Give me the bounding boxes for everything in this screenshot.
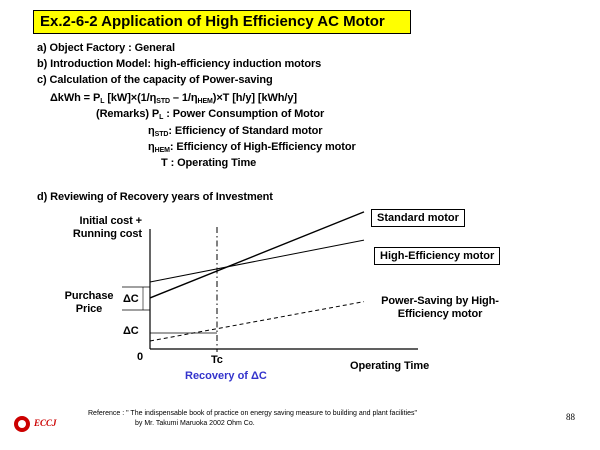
standard-motor-label: Standard motor [371,209,465,227]
power-saving-line [150,302,364,341]
high-efficiency-motor-label: High-Efficiency motor [374,247,500,265]
formula: $\Delta kWh = P_L$ $[kW]\times(1/\eta_{STD} - 1/\eta_{HEM})\times T$ [h/y] [kWh/y] [50,92,297,105]
standard-motor-line [150,212,364,298]
page-number: 88 [566,412,575,422]
item-a: a) Object Factory : General [37,42,175,54]
eccj-logo-icon [14,416,30,432]
remark-hem: $\eta_{HEM}$: Efficiency of High-Efficiency motor [148,141,356,154]
item-d: d) Reviewing of Recovery years of Investment [37,191,273,203]
reference-line1: Reference : " The indispensable book of practice on energy saving measure to building and plant facilities" [88,410,417,417]
y-axis-label: Initial cost + Running cost [72,215,142,240]
purchase-price-label: Purchase Price [64,290,114,315]
item-c: c) Calculation of the capacity of Power-saving [37,74,273,86]
delta-c-lower-label: ΔC [123,325,139,337]
recovery-label: Recovery of ΔC [185,370,267,382]
remark-pl: (Remarks) $P_L$ : Power Consumption of Motor [96,108,325,121]
power-saving-label: Power-Saving by High-Efficiency motor [381,295,499,320]
item-b: b) Introduction Model: high-efficiency induction motors [37,58,322,70]
delta-c-upper-label: ΔC [123,293,139,305]
x-axis-label: Operating Time [350,360,430,372]
remark-std: $\eta_{STD}$: Efficiency of Standard motor [148,125,323,138]
eccj-logo-text: ECCJ [34,418,57,428]
reference-line2: by Mr. Takumi Maruoka 2002 Ohm Co. [135,420,255,427]
high-efficiency-motor-line [150,240,364,282]
tc-label: Tc [211,354,223,366]
remark-t: T : Operating Time [161,157,257,169]
origin-label: 0 [137,351,144,363]
page-title: Ex.2-6-2 Application of High Efficiency AC Motor [33,10,411,34]
